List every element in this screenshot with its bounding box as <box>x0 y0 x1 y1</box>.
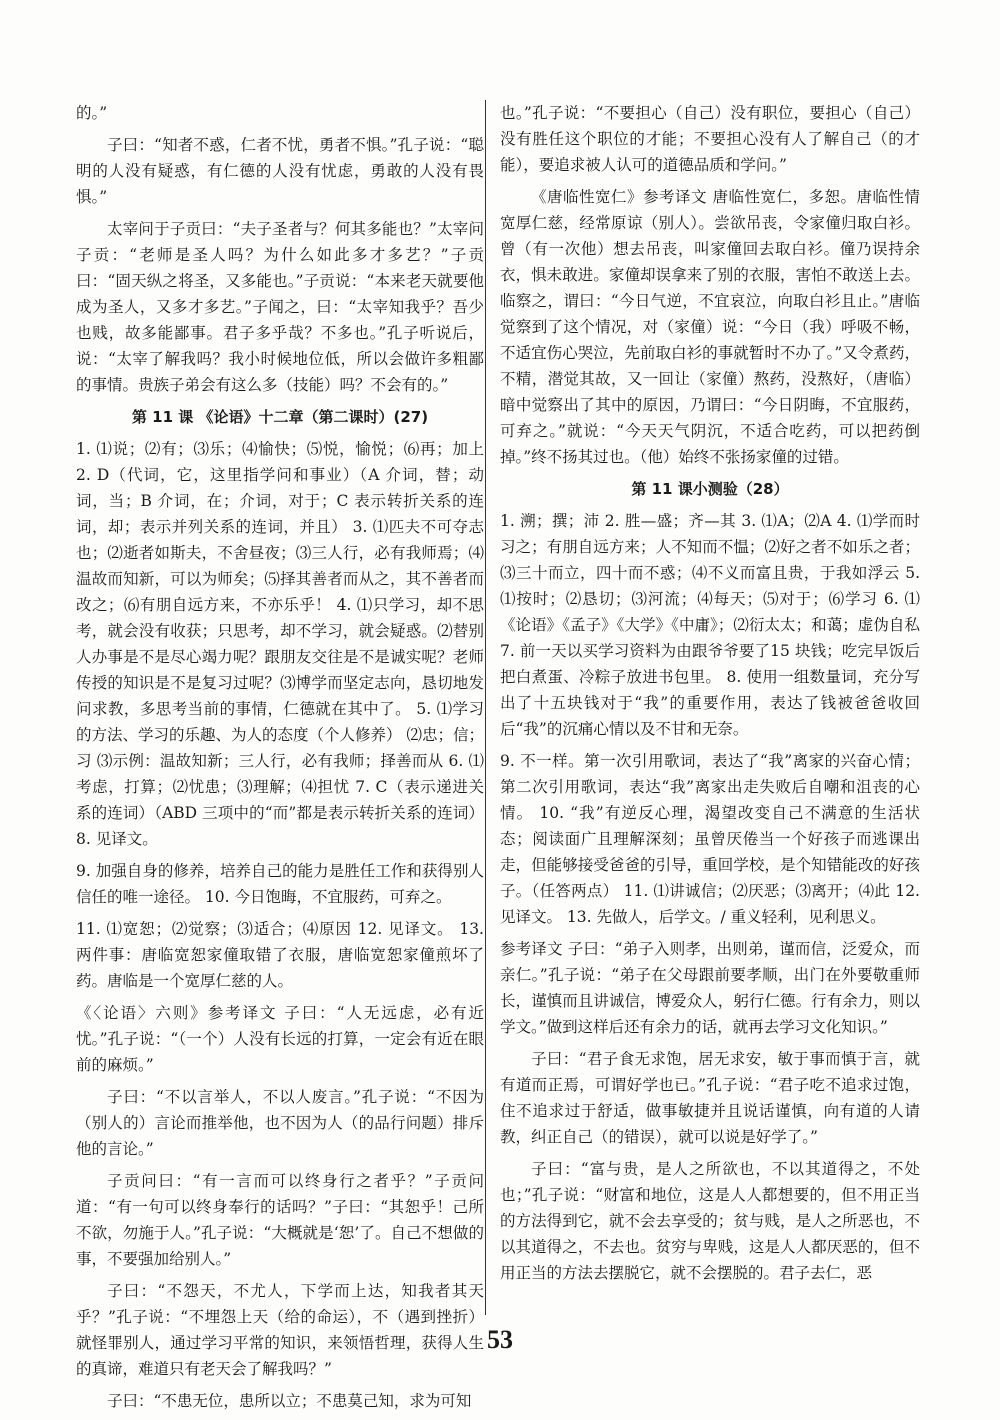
right-column <box>500 100 920 1292</box>
right-paragraph-1: 也。”孔子说：“不要担心（自己）没有职位，要担心（自己）没有胜任这个职位的才能；不要担心没有人了解自己（的才能），要追求被人认可的道德品质和学问。” <box>500 104 920 174</box>
reference-translation-2: 子曰：“君子食无求饱，居无求安，敏于事而慎于言，就有道而正焉，可谓好学也已。”孔子说：“君子吃不追求过饱，住不追求过于舒适，做事敏捷并且说话谨慎，向有道的人请教，纠正自己（的错误），就可以说是好学了。” <box>500 1050 920 1146</box>
column-divider <box>485 100 486 1315</box>
left-paragraph-3: 太宰问于子贡曰：“夫子圣者与？何其多能也？”太宰问子贡：“老师是圣人吗？为什么如此多才多艺？”子贡曰：“固天纵之将圣，又多能也。”子贡说：“本来老天就要他成为圣人，又多才多艺。”子闻之，曰：“太宰知我乎？吾少也贱，故多能鄙事。君子多乎哉？不多也。”孔子听说后，说：“太宰了解我吗？我小时候地位低，所以会做许多粗鄙的事情。贵族子弟会有这么多（技能）吗？不会有的。” <box>76 220 484 394</box>
translation-paragraph-2: 子曰：“不以言举人，不以人废言。”孔子说：“不因为（别人的）言论而推举他，也不因为人（的品行问题）排斥他的言论。” <box>76 1088 484 1158</box>
translation-paragraph-4: 子曰：“不怨天，不尤人，下学而上达，知我者其天乎？”孔子说：“不埋怨上天（给的命运），不（遇到挫折）就怪罪别人，通过学习平常的知识，来领悟哲理，获得人生的真谛，难道只有老天会了解我吗？” <box>76 1282 484 1378</box>
right-paragraph-2: 《唐临性宽仁》参考译文 唐临性宽仁，多恕。唐临性情宽厚仁慈，经常原谅（别人）。尝欲吊丧，令家僮归取白衫。曾（有一次他）想去吊丧，叫家僮回去取白衫。僮乃误持余衣，惧未敢进。家僮却误拿来了别的衣服，害怕不敢送上去。临察之，谓曰：“今日气逆，不宜哀泣，向取白衫且止。”唐临觉察到了这个情况，对（家僮）说：“今日（我）呼吸不畅，不适宜伤心哭泣，先前取白衫的事就暂时不办了。”又令煮药，不精，潜觉其故，又一回让（家僮）熬药，没熬好，（唐临）暗中觉察出了其中的原因，乃谓曰：“今日阴晦，不宜服药，可弃之。”就说：“今天天气阴沉，不适合吃药，可以把药倒掉。”终不扬其过也。（他）始终不张扬家僮的过错。 <box>500 188 920 466</box>
quiz-heading: 第 11 课小测验（28） <box>631 480 789 498</box>
answers-paragraph-1: 1. ⑴说；⑵有；⑶乐；⑷愉快；⑸悦，愉悦；⑹再；加上 2. D（代词，它，这里指学问和事业）（A 介词，替；动词，当；B 介词，在；介词，对于；C 表示转折关系的连词，却；表示并列关系的连词，并且） 3. ⑴匹夫不可夺志也；⑵逝者如斯夫，不舍昼夜；⑶三人行，必有我师焉；⑷温故而知新，可以为师矣；⑸择其善者而从之，其不善者而改之；⑹有朋自远方来，不亦乐乎！ 4. ⑴只学习，却不思考，就会没有收获；只思考，却不学习，就会疑惑。⑵替别人办事是不是尽心竭力呢？跟朋友交往是不是诚实呢？老师传授的知识是不是复习过呢？⑶博学而坚定志向，恳切地发问求教，多思考当前的事情，仁德就在其中了。 5. ⑴学习的方法、学习的乐趣、为人的态度（个人修养） ⑵忠；信；习 ⑶示例：温故知新；三人行，必有我师；择善而从 6. ⑴考虑，打算；⑵忧患；⑶理解；⑷担忧 7. C（表示递进关系的连词）（ABD 三项中的“而”都是表示转折关系的连词） 8. 见译文。 <box>76 440 484 848</box>
lesson-heading: 第 11 课 《论语》十二章（第二课时）(27) <box>131 408 429 426</box>
left-column <box>76 100 484 1420</box>
left-paragraph-2: 子曰：“知者不惑，仁者不忧，勇者不惧。”孔子说：“聪明的人没有疑惑，有仁德的人没有忧虑，勇敢的人没有畏惧。” <box>76 136 484 206</box>
page-number: 53 <box>487 1325 513 1354</box>
reference-translation-1: 参考译文 子曰：“弟子入则孝，出则弟，谨而信，泛爱众，而亲仁。”孔子说：“弟子在父母跟前要孝顺，出门在外要敬重师长，谨慎而且讲诚信，博爱众人，躬行仁德。行有余力，则以学文。”做到这样后还有余力的话，就再去学习文化知识。” <box>500 940 920 1036</box>
quiz-answers-1: 1. 溯；撰；沛 2. 胜—盛；齐—其 3. ⑴A；⑵A 4. ⑴学而时习之；有朋自远方来；人不知而不愠；⑵好之者不如乐之者；⑶三十而立，四十而不惑；⑷不义而富且贵，于我如浮云 5. ⑴按时；⑵恳切；⑶河流；⑷每天；⑸对于；⑹学习 6. ⑴《论语》《孟子》《大学》《中庸》；⑵衍太太；和蔼；虚伪自私 7. 前一天以买学习资料为由跟爷爷要了15 块钱；吃完早饭后把白煮蛋、冷粽子放进书包里。 8. 使用一组数量词，充分写出了十五块钱对于“我”的重要作用，表达了钱被爸爸收回后“我”的沉痛心情以及不甘和无奈。 <box>500 512 920 738</box>
translation-paragraph-5: 子曰：“不患无位，患所以立；不患莫己知，求为可知 <box>107 1392 472 1410</box>
answers-paragraph-3: 11. ⑴宽恕；⑵觉察；⑶适合；⑷原因 12. 见译文。 13. 两件事：唐临宽恕家僮取错了衣服，唐临宽恕家僮煎坏了药。唐临是一个宽厚仁慈的人。 <box>76 920 484 990</box>
translation-paragraph-3: 子贡问曰：“有一言而可以终身行之者乎？”子贡问道：“有一句可以终身奉行的话吗？”子曰：“其恕乎！己所不欲，勿施于人。”孔子说：“大概就是‘恕’了。自己不想做的事，不要强加给别人。” <box>76 1172 484 1268</box>
translation-paragraph-1: 《〈论语〉六则》参考译文 子曰：“人无远虑，必有近忧。”孔子说：“（一个）人没有长远的打算，一定会有近在眼前的麻烦。” <box>76 1004 484 1074</box>
answers-paragraph-2: 9. 加强自身的修养，培养自己的能力是胜任工作和获得别人信任的唯一途径。 10. 今日饱晦，不宜服药，可弃之。 <box>76 862 484 906</box>
left-paragraph-1: 的。” <box>76 104 108 122</box>
reference-translation-3: 子曰：“富与贵，是人之所欲也，不以其道得之，不处也；”孔子说：“财富和地位，这是人人都想要的，但不用正当的方法得到它，就不会去享受的；贫与贱，是人之所恶也，不以其道得之，不去也。贫穷与卑贱，这是人人都厌恶的，但不用正当的方法去摆脱它，就不会摆脱的。君子去仁，恶 <box>500 1160 920 1282</box>
quiz-answers-2: 9. 不一样。第一次引用歌词，表达了“我”离家的兴奋心情；第二次引用歌词，表达“我”离家出走失败后自嘲和沮丧的心情。 10. “我”有逆反心理，渴望改变自己不满意的生活状态；阅读面广且理解深刻；虽曾厌倦当一个好孩子而逃课出走，但能够接受爸爸的引导，重回学校，是个知错能改的好孩子。（任答两点） 11. ⑴讲诚信；⑵厌恶；⑶离开；⑷此 12. 见译文。 13. 先做人，后学文。/ 重义轻利，见利思义。 <box>500 752 920 926</box>
